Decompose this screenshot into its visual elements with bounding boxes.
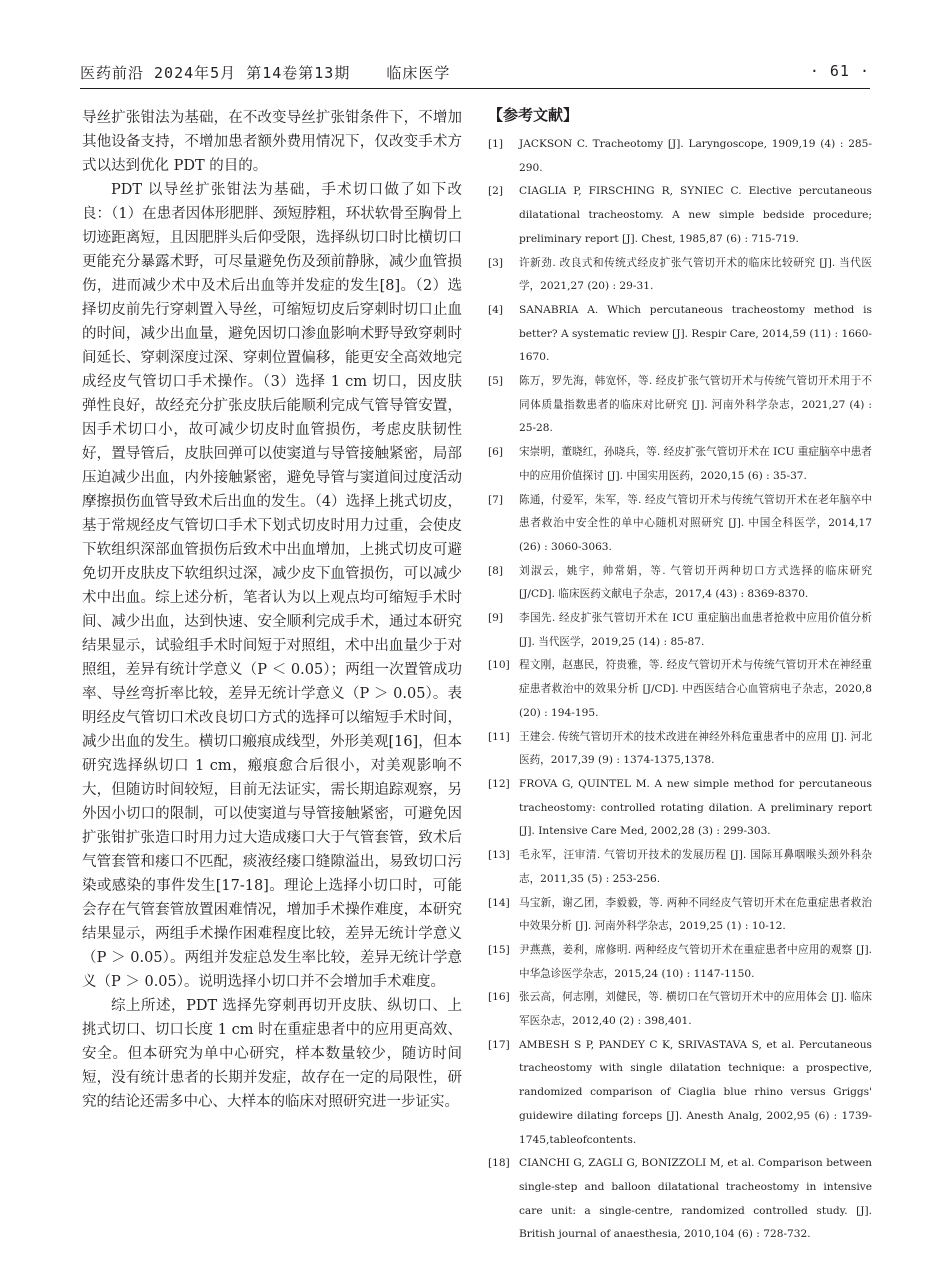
reference-text: AMBESH S P, PANDEY C K, SRIVASTAVA S, et al. Percutaneous tracheostomy with single dilatation technique: a prospective, randomized comparison of Ciaglia blue rhino versus Griggs' guidewire dilating forceps [J]. Anesth Analg, 2002,95 (6) : 1739-1745,tableofcontents. [519,1038,872,1146]
reference-item [488,844,872,891]
section-name: 临床医学 [386,64,451,82]
reference-text: CIANCHI G, ZAGLI G, BONIZZOLI M, et al. Comparison between single-step and balloon dilatational tracheostomy in intensive care unit: a single-centre, randomized controlled study. [J]. British journal of anaesthesia, 2010,104 (6) : 728-732. [519,1157,872,1241]
reference-item [488,607,872,654]
running-header [80,58,870,86]
reference-number: [11] [488,730,510,743]
reference-number: [15] [488,943,510,956]
references-list [488,133,872,1247]
reference-number: [4] [488,303,504,316]
reference-text: 张云高，何志刚，刘健民，等. 横切口在气管切开术中的应用体会 [J]. 临床军医杂志，2012,40 (2) : 398,401. [519,991,872,1028]
reference-number: [5] [488,375,504,388]
references-title: 【参考文献】 [488,106,579,124]
reference-item [488,560,872,607]
references-column [488,104,872,1247]
reference-item [488,654,872,725]
reference-text: 李国先. 经皮扩张气管切开术在 ICU 重症脑出血患者抢救中应用价值分析 [J]. 当代医学，2019,25 (14) : 85-87. [519,612,872,648]
body-column [82,106,462,1114]
reference-text: JACKSON C. Tracheotomy [J]. Laryngoscope, 1909,19 (4) : 285-290. [519,138,872,174]
reference-text: 毛永军，汪审清. 气管切开技术的发展历程 [J]. 国际耳鼻咽喉头颈外科杂志，2011,35 (5) : 253-256. [519,849,872,885]
body-paragraph: 综上所述，PDT 选择先穿刺再切开皮肤、纵切口、上挑式切口、切口长度 1 cm 时在重症患者中的应用更高效、安全。但本研究为单中心研究，样本数量较少，随访时间短，没有统计患者的长期并发症，故存在一定的局限性，研究的结论还需多中心、大样本的临床对照研究进一步证实。 [82,998,462,1110]
reference-item [488,180,872,251]
reference-text: CIAGLIA P, FIRSCHING R, SYNIEC C. Elective percutaneous dilatational tracheostomy. A new simple bedside procedure; preliminary report [J]. Chest, 1985,87 (6) : 715-719. [519,185,872,245]
reference-item [488,773,872,844]
reference-text: 陈通，付爱军，朱军，等. 经皮气管切开术与传统气管切开术在老年脑卒中患者救治中安全性的单中心随机对照研究 [J]. 中国全科医学，2014,17 (26) : 3060-3063. [519,493,872,553]
reference-item [488,370,872,441]
reference-number: [12] [488,777,510,790]
reference-text: 王建会. 传统气管切开术的技术改进在神经外科危重患者中的应用 [J]. 河北医药，2017,39 (9) : 1374-1375,1378. [519,730,872,767]
reference-number: [14] [488,896,510,909]
reference-number: [13] [488,849,510,862]
reference-number: [6] [488,446,504,459]
body-paragraph: PDT 以导丝扩张钳法为基础，手术切口做了如下改良：（1）在患者因体形肥胖、颈短脖粗，环状软骨至胸骨上切迹距离短，且因肥胖头后仰受限，选择纵切口时比横切口更能充分暴露术野，可尽量避免伤及颈前静脉，减少血管损伤，进而减少术中及术后出血等并发症的发生[8]。（2）选择切皮前先行穿刺置入导丝，可缩短切皮后穿刺时切口止血的时间，减少出血量，避免因切口渗血影响术野导致穿刺时间延长、穿刺深度过深、穿刺位置偏移，能更安全高效地完成经皮气管切口手术操作。（3）选择 1 cm 切口，因皮肤弹性良好，故经充分扩张皮肤后能顺利完成气管导管安置，因手术切口小，故可减少切皮时血管损伤，考虑皮肤韧性好，置导管后，皮肤回弹可以使窦道与导管接触紧密，局部压迫减少出血，内外接触紧密，避免导管与窦道间过度活动摩擦损伤血管导致术后出血的发生。（4）选择上挑式切皮，基于常规经皮气管切口手术下划式切皮时用力过重，会使皮下软组织深部血管损伤后致术中出血增加，上挑式切皮可避免切开皮肤皮下软组织过深，减少皮下血管损伤，可以减少术中出血。综上述分析，笔者认为以上观点均可缩短手术时间、减少出血，达到快速、安全顺利完成手术，通过本研究结果显示，试验组手术时间短于对照组，术中出血量少于对照组，差异有统计学意义（P ＜ 0.05）；两组一次置管成功率、导丝弯折率比较，差异无统计学意义（P ＞ 0.05）。表明经皮气管切口术改良切口方式的选择可以缩短手术时间，减少出血的发生。横切口瘢痕成线型，外形美观[16]，但本研究选择纵切口 1 cm，瘢痕愈合后很小，对美观影响不大，但随访时间较短，目前无法证实，需长期追踪观察，另外因小切口的限制，可以使窦道与导管接触紧密，可避免因扩张钳扩张造口时用力过大造成瘘口大于气管套管，致术后气管套管和瘘口不匹配，痰液经瘘口缝隙溢出，易致切口污染或感染的事件发生[17-18]。理论上选择小切口时，可能会存在气管套管放置困难情况，增加手术操作难度，本研究结果显示，两组手术操作困难程度比较，差异无统计学意义（P ＞ 0.05）。两组并发症总发生率比较，差异无统计学意义（P ＞ 0.05）。说明选择小切口并不会增加手术难度。 [82,182,462,990]
reference-text: 宋崇明，董晓红，孙晓兵，等. 经皮扩张气管切开术在 ICU 重症脑卒中患者中的应用价值探讨 [J]. 中国实用医药，2020,15 (6) : 35-37. [519,446,872,482]
page-number: · 61 · [809,62,870,80]
reference-item [488,489,872,560]
reference-text: 尹燕燕，姜利，席修明. 两种经皮气管切开术在重症患者中应用的观察 [J]. 中华急诊医学杂志，2015,24 (10) : 1147-1150. [519,943,872,980]
reference-text: 陈万，罗先海，韩宽怀，等. 经皮扩张气管切开术与传统气管切开术用于不同体质量指数患者的临床对比研究 [J]. 河南外科学杂志，2021,27 (4) : 25-28. [519,375,872,435]
reference-number: [9] [488,612,504,625]
reference-text: 许新劲. 改良式和传统式经皮扩张气管切开术的临床比较研究 [J]. 当代医学，2021,27 (20) : 29-31. [519,256,872,293]
reference-number: [16] [488,991,510,1004]
reference-number: [1] [488,138,504,150]
reference-item [488,986,872,1033]
reference-text: 马宝新，谢乙团，李毅毅，等. 两种不同经皮气管切开术在危重症患者救治中效果分析 [J]. 河南外科学杂志，2019,25 (1) : 10-12. [519,896,872,933]
journal-issue: 医药前沿 2024年5月 第14卷第13期 [80,64,351,82]
reference-number: [3] [488,256,504,269]
reference-item [488,892,872,939]
reference-item [488,939,872,986]
reference-number: [8] [488,564,504,577]
reference-item [488,1034,872,1153]
reference-item [488,299,872,370]
body-paragraph: 导丝扩张钳法为基础，在不改变导丝扩张钳条件下，不增加其他设备支持，不增加患者额外费用情况下，仅改变手术方式以达到优化 PDT 的目的。 [82,110,462,174]
reference-item [488,726,872,773]
reference-number: [7] [488,493,504,506]
reference-item [488,133,872,180]
reference-text: SANABRIA A. Which percutaneous tracheostomy method is better? A systematic review [J]. Respir Care, 2014,59 (11) : 1660-1670. [519,303,872,364]
reference-number: [18] [488,1157,510,1170]
reference-item [488,441,872,488]
header-rule [80,88,870,89]
reference-text: 程文刚，赵惠民，符贵雅，等. 经皮气管切开术与传统气管切开术在神经重症患者救治中的效果分析 [J/CD]. 中西医结合心血管病电子杂志，2020,8 (20) : 194-195. [519,659,872,719]
journal-info [80,62,450,83]
reference-text: FROVA G, QUINTEL M. A new simple method for percutaneous tracheostomy: controlled rotating dilation. A preliminary report [J]. Intensive Care Med, 2002,28 (3) : 299-303. [519,777,872,838]
reference-item [488,1152,872,1247]
reference-item [488,252,872,299]
reference-number: [2] [488,185,504,198]
reference-text: 刘淑云，姚宇，帅常娟，等. 气管切开两种切口方式选择的临床研究 [J/CD]. 临床医药文献电子杂志，2017,4 (43) : 8369-8370. [519,564,872,601]
reference-number: [17] [488,1038,510,1051]
reference-number: [10] [488,659,510,672]
